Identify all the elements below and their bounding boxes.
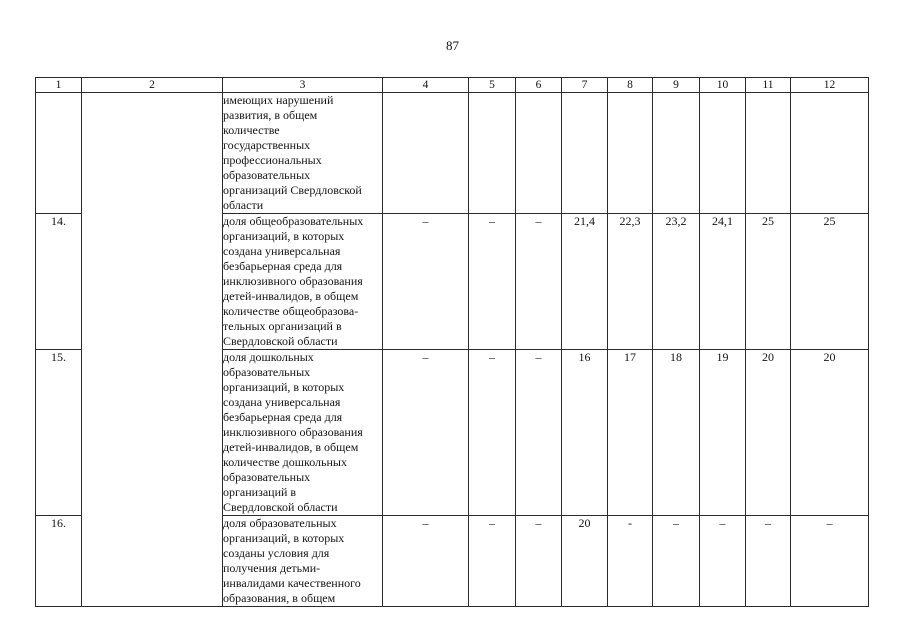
row-number-cell bbox=[36, 93, 82, 214]
header-cell: 1 bbox=[36, 78, 82, 93]
value-cell bbox=[562, 93, 608, 214]
row-number-cell: 15. bbox=[36, 350, 82, 516]
value-cell bbox=[700, 93, 746, 214]
value-cell: 18 bbox=[653, 350, 700, 516]
row-number-cell: 14. bbox=[36, 214, 82, 350]
page-number: 87 bbox=[446, 38, 459, 53]
value-cell: – bbox=[653, 516, 700, 607]
value-cell: 20 bbox=[791, 350, 869, 516]
indicator-description: доля дошкольных образовательных организаций, в которых создана универсальная безбарьерная среда для инклюзивного образования детей-инвалидов, в общем количестве дошкольных образовательных организаций в Свердловской области bbox=[223, 350, 383, 516]
value-cell: – bbox=[746, 516, 791, 607]
header-cell: 7 bbox=[562, 78, 608, 93]
value-cell bbox=[653, 93, 700, 214]
value-cell: 16 bbox=[562, 350, 608, 516]
value-cell: - bbox=[608, 516, 653, 607]
value-cell: – bbox=[383, 350, 469, 516]
value-cell: – bbox=[469, 214, 516, 350]
value-cell: 24,1 bbox=[700, 214, 746, 350]
value-cell: – bbox=[791, 516, 869, 607]
header-cell: 6 bbox=[516, 78, 562, 93]
value-cell: – bbox=[469, 516, 516, 607]
value-cell: 20 bbox=[746, 350, 791, 516]
indicators-table bbox=[35, 77, 869, 607]
indicator-description: доля общеобразовательных организаций, в которых создана универсальная безбарьерная среда для инклюзивного образования детей-инвалидов, в общем количестве общеобразова- тельных организаций в Свердловской области bbox=[223, 214, 383, 350]
header-cell: 12 bbox=[791, 78, 869, 93]
value-cell: 20 bbox=[562, 516, 608, 607]
value-cell: 21,4 bbox=[562, 214, 608, 350]
value-cell: 23,2 bbox=[653, 214, 700, 350]
header-cell: 9 bbox=[653, 78, 700, 93]
row-number-cell: 16. bbox=[36, 516, 82, 607]
value-cell: 25 bbox=[746, 214, 791, 350]
value-cell bbox=[791, 93, 869, 214]
value-cell: 19 bbox=[700, 350, 746, 516]
header-cell: 8 bbox=[608, 78, 653, 93]
goal-cell bbox=[82, 93, 223, 607]
header-cell: 11 bbox=[746, 78, 791, 93]
indicator-description: доля образовательных организаций, в которых созданы условия для получения детьми- инвалидами качественного образования, в общем bbox=[223, 516, 383, 607]
value-cell bbox=[469, 93, 516, 214]
table-row bbox=[36, 93, 869, 214]
value-cell bbox=[608, 93, 653, 214]
value-cell: 25 bbox=[791, 214, 869, 350]
value-cell: – bbox=[516, 516, 562, 607]
value-cell: – bbox=[516, 350, 562, 516]
header-cell: 4 bbox=[383, 78, 469, 93]
header-cell: 2 bbox=[82, 78, 223, 93]
value-cell: 17 bbox=[608, 350, 653, 516]
value-cell: – bbox=[469, 350, 516, 516]
value-cell: – bbox=[516, 214, 562, 350]
value-cell: – bbox=[700, 516, 746, 607]
header-cell: 3 bbox=[223, 78, 383, 93]
value-cell bbox=[383, 93, 469, 214]
indicator-description: имеющих нарушений развития, в общем количестве государственных профессиональных образовательных организаций Свердловской области bbox=[223, 93, 383, 214]
value-cell: – bbox=[383, 516, 469, 607]
value-cell: 22,3 bbox=[608, 214, 653, 350]
value-cell bbox=[746, 93, 791, 214]
value-cell: – bbox=[383, 214, 469, 350]
value-cell bbox=[516, 93, 562, 214]
table-header-row bbox=[36, 78, 869, 93]
header-cell: 10 bbox=[700, 78, 746, 93]
header-cell: 5 bbox=[469, 78, 516, 93]
